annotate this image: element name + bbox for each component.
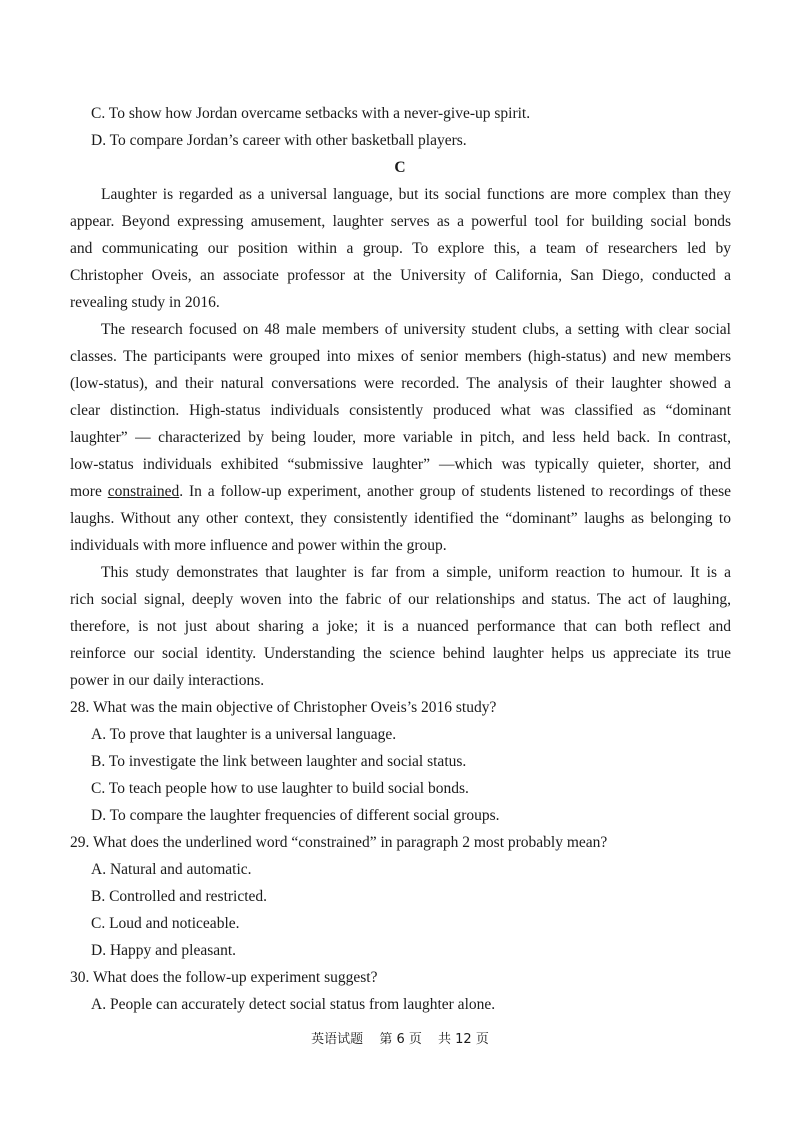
answer-option: D. To compare the laughter frequencies of different social groups. xyxy=(91,807,500,824)
section-heading: C xyxy=(394,159,406,176)
text-before: more xyxy=(70,483,108,500)
passage-line: (low-status), and their natural conversations were recorded. The analysis of their laughter showed a xyxy=(70,375,731,392)
passage-line: revealing study in 2016. xyxy=(70,294,220,311)
passage-line: individuals with more influence and power within the group. xyxy=(70,537,447,554)
passage-line: reinforce our social identity. Understanding the science behind laughter helps us appreciate its true xyxy=(70,645,731,662)
footer-page-number: 第 6 页 xyxy=(379,1032,422,1047)
question-stem: 30. What does the follow-up experiment suggest? xyxy=(70,969,378,986)
prev-option-c: C. To show how Jordan overcame setbacks with a never-give-up spirit. xyxy=(91,105,531,122)
answer-option: C. Loud and noticeable. xyxy=(91,915,240,932)
passage-line: laughs. Without any other context, they consistently identified the “dominant” laughs as belonging to xyxy=(70,510,731,527)
answer-option: B. Controlled and restricted. xyxy=(91,888,268,905)
passage-line-underlined xyxy=(70,478,731,505)
question-stem: 29. What does the underlined word “constrained” in paragraph 2 most probably mean? xyxy=(70,834,608,851)
passage-line: Christopher Oveis, an associate professor at the University of California, San Diego, conducted a xyxy=(70,267,731,284)
passage-line: classes. The participants were grouped into mixes of senior members (high-status) and new members xyxy=(70,348,731,365)
question-stem: 28. What was the main objective of Christopher Oveis’s 2016 study? xyxy=(70,699,497,716)
underlined-word: constrained xyxy=(107,483,180,500)
passage-line: appear. Beyond expressing amusement, laughter serves as a powerful tool for building social bonds xyxy=(70,213,731,230)
answer-option: A. People can accurately detect social status from laughter alone. xyxy=(91,996,496,1013)
answer-option: A. To prove that laughter is a universal language. xyxy=(91,726,397,743)
footer-title: 英语试题 xyxy=(311,1032,364,1047)
answer-option: A. Natural and automatic. xyxy=(91,861,252,878)
passage-line: clear distinction. High-status individuals consistently produced what was classified as “dominant xyxy=(70,402,731,419)
passage-line: therefore, is not just about sharing a joke; it is a nuanced performance that can both reflect and xyxy=(70,618,731,635)
text-after: . In a follow-up experiment, another group of students listened to recordings of these xyxy=(179,483,731,500)
answer-option: B. To investigate the link between laughter and social status. xyxy=(91,753,467,770)
answer-option: D. Happy and pleasant. xyxy=(91,942,237,959)
passage-line: Laughter is regarded as a universal language, but its social functions are more complex than they xyxy=(101,186,731,203)
answer-option: C. To teach people how to use laughter to build social bonds. xyxy=(91,780,469,797)
page-footer xyxy=(0,1030,800,1050)
passage-line: low-status individuals exhibited “submissive laughter” —which was typically quieter, shorter, and xyxy=(70,456,731,473)
passage-line: rich social signal, deeply woven into the fabric of our relationships and status. The act of laughing, xyxy=(70,591,731,608)
passage-line: laughter” — characterized by being louder, more variable in pitch, and less held back. In contrast, xyxy=(70,429,731,446)
prev-option-d: D. To compare Jordan’s career with other basketball players. xyxy=(91,132,467,149)
passage-line: and communicating our position within a group. To explore this, a team of researchers led by xyxy=(70,240,731,257)
passage-line: The research focused on 48 male members of university student clubs, a setting with clear social xyxy=(101,321,731,338)
footer-total-pages: 共 12 页 xyxy=(438,1032,489,1047)
passage-line: This study demonstrates that laughter is far from a simple, uniform reaction to humour. It is a xyxy=(101,564,731,581)
passage-line: power in our daily interactions. xyxy=(70,672,265,689)
